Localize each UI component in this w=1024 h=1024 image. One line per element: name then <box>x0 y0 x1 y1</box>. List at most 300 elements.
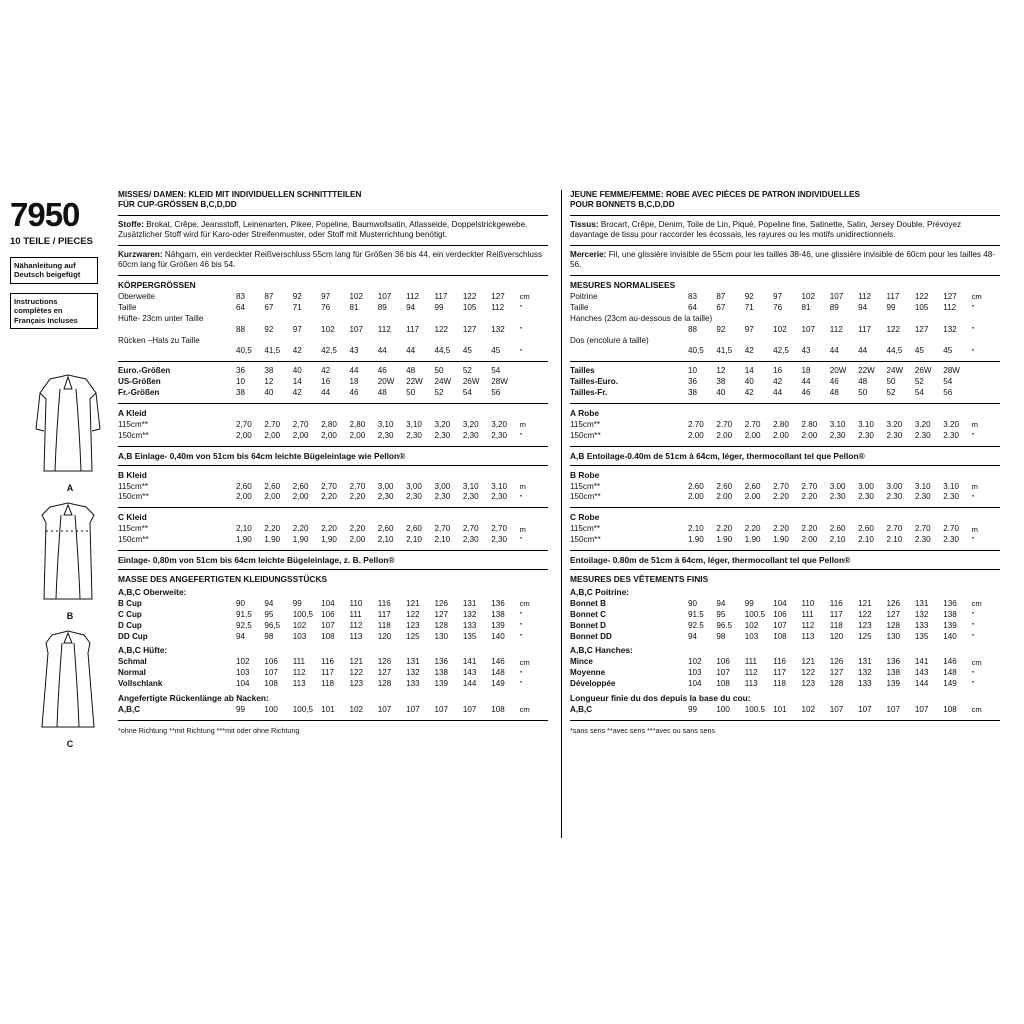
table-cell: 42,5 <box>773 346 789 356</box>
table-cell: 2,00 <box>292 492 309 502</box>
table-cell: 116 <box>773 657 786 667</box>
table-cell: 107 <box>406 705 420 715</box>
pattern-number: 7950 <box>10 196 80 233</box>
sketch-label-a: A <box>66 483 74 493</box>
table-cell: 45 <box>462 346 472 356</box>
table-cell: 94 <box>688 631 698 641</box>
table-row <box>118 366 548 377</box>
table-cell: 54 <box>462 388 472 397</box>
table-cell: 2.70 <box>886 524 903 534</box>
table-cell: 2.00 <box>716 492 733 502</box>
table-cell: 139 <box>886 679 901 689</box>
table-cell: 76 <box>321 302 331 312</box>
table-cell: 122 <box>406 609 420 619</box>
table-cell: 76 <box>773 302 783 312</box>
table-cell: 133 <box>406 679 420 689</box>
row-unit <box>972 366 1000 377</box>
table-cell: 2.10 <box>829 535 846 545</box>
table-row <box>118 420 548 431</box>
table-row <box>118 621 548 632</box>
table-row <box>570 336 1000 347</box>
table-cell: 2,10 <box>434 535 451 545</box>
german-body-measurements-table <box>118 292 548 357</box>
table-cell: 2,30 <box>491 430 507 440</box>
table-cell: 112 <box>349 620 363 630</box>
table-cell: 2.80 <box>773 419 789 429</box>
row-unit: " <box>519 610 523 620</box>
table-cell: 2.20 <box>716 524 733 534</box>
table-cell: 127 <box>462 324 477 334</box>
table-cell: 3,20 <box>434 419 451 429</box>
table-cell: 2.10 <box>688 524 704 534</box>
table-cell: 50 <box>886 377 896 387</box>
table-cell: 2,60 <box>406 524 422 534</box>
row-label: C Cup <box>118 609 142 619</box>
table-cell: 2,70 <box>349 481 366 491</box>
table-cell: 2,10 <box>377 535 394 545</box>
table-row <box>570 599 1000 610</box>
table-cell: 42 <box>292 388 302 397</box>
table-row <box>570 668 1000 679</box>
row-unit <box>520 314 548 325</box>
table-row <box>118 632 548 643</box>
row-label: Oberweite <box>118 292 155 302</box>
table-cell: 2,30 <box>377 430 394 440</box>
table-cell <box>406 336 434 347</box>
table-cell <box>463 314 491 325</box>
table-cell: 2.30 <box>829 430 846 440</box>
german-finished-back-table <box>118 705 548 716</box>
table-cell: 102 <box>744 620 759 630</box>
row-unit: " <box>971 431 975 441</box>
table-cell: 2.60 <box>744 481 761 491</box>
table-cell: 107 <box>773 620 787 630</box>
german-fabrics-text: Brokat, Crêpe, Jeansstoff, Leinenarten, Pikee, Popeline, Baumwollsatin, Atlasseide, Doppelstrickgewebe. Zusätzlicher Stoff wird für Karo-oder Streifenmuster, oder Stoff mit Musterrichtung benötigt. <box>118 219 528 240</box>
table-cell: 2,30 <box>406 492 422 502</box>
table-cell: 148 <box>491 668 505 678</box>
table-cell: 138 <box>434 668 449 678</box>
table-cell: 2.30 <box>886 492 903 502</box>
table-cell: 126 <box>829 657 844 667</box>
table-cell: 117 <box>858 324 872 334</box>
table-cell: 117 <box>377 609 391 619</box>
row-label: Hüfte- 23cm unter Taille <box>118 313 204 323</box>
table-cell <box>463 336 491 347</box>
table-cell: 107 <box>801 324 815 334</box>
table-cell: 44 <box>858 346 868 356</box>
table-cell: 113 <box>801 631 815 641</box>
table-cell: 67 <box>264 302 274 312</box>
table-cell: 117 <box>321 668 334 678</box>
row-unit: cm <box>971 657 982 667</box>
german-footnote: *ohne Richtung **mit Richtung ***mit oder ohne Richtung <box>118 725 300 735</box>
french-fabrics <box>570 220 1000 241</box>
divider <box>570 507 1000 508</box>
table-cell: 2,70 <box>321 481 337 491</box>
table-cell: 106 <box>321 609 335 619</box>
interfacing-note: Entoilage- 0.80m de 51cm à 64cm, léger, thermocollant tel que Pellon® <box>570 555 851 566</box>
row-label: 115cm** <box>118 524 148 534</box>
table-row <box>570 535 1000 546</box>
table-row <box>570 366 1000 377</box>
table-cell: 2.30 <box>886 430 903 440</box>
table-cell: 14 <box>744 366 754 376</box>
divider <box>118 720 548 721</box>
table-cell: 123 <box>858 620 872 630</box>
table-cell: 103 <box>744 631 759 641</box>
table-cell: 45 <box>491 346 501 356</box>
divider <box>118 569 548 570</box>
table-cell <box>915 336 943 347</box>
table-cell: 10 <box>688 366 698 376</box>
table-cell: 1,90 <box>236 535 252 545</box>
table-cell: 148 <box>943 668 957 678</box>
table-cell <box>887 336 915 347</box>
french-finished-back-table <box>570 705 1000 716</box>
table-cell: 3.10 <box>829 419 846 429</box>
table-cell: 122 <box>886 324 901 334</box>
table-cell: 105 <box>462 302 477 312</box>
divider <box>570 215 1000 216</box>
table-cell: 111 <box>801 609 814 619</box>
table-cell: 2,30 <box>462 535 479 545</box>
table-cell: 102 <box>292 620 307 630</box>
row-label: 115cm** <box>570 524 600 534</box>
table-cell: 112 <box>943 302 957 312</box>
table-cell: 136 <box>491 599 505 609</box>
table-cell: 108 <box>716 679 730 689</box>
table-cell: 144 <box>914 679 929 689</box>
table-row <box>570 524 1000 535</box>
table-cell: 90 <box>688 599 698 609</box>
table-cell: 44 <box>349 366 359 376</box>
table-cell: 96,5 <box>264 620 281 630</box>
table-cell: 81 <box>349 302 359 312</box>
german-instructions-note: Nähanleitung auf Deutsch beigefügt <box>10 257 98 284</box>
table-row <box>570 388 1000 399</box>
table-cell: 2,20 <box>321 492 337 502</box>
table-cell: 56 <box>491 388 501 397</box>
dress-c-illustration <box>20 629 116 733</box>
table-cell: 2.60 <box>829 524 846 534</box>
table-cell: 120 <box>829 631 844 641</box>
table-cell: 100 <box>264 705 278 715</box>
table-cell: 22W <box>406 377 423 387</box>
table-cell: 2,30 <box>377 492 394 502</box>
german-finished-back-label: Angefertigte Rückenlänge ab Nacken: <box>118 693 269 704</box>
yardage-table <box>118 482 548 504</box>
table-cell: 131 <box>462 599 477 609</box>
dress-b-illustration <box>20 501 116 605</box>
table-cell: 146 <box>943 657 957 667</box>
table-cell: 132 <box>858 668 872 678</box>
table-cell: 107 <box>462 705 477 715</box>
table-cell: 122 <box>801 668 815 678</box>
table-cell: 99 <box>236 705 246 715</box>
row-unit: " <box>519 303 523 313</box>
table-cell: 83 <box>236 292 246 302</box>
interfacing-note: A,B Einlage- 0,40m von 51cm bis 64cm leichte Bügeleinlage wie Pellon® <box>118 450 406 461</box>
table-row <box>118 524 548 535</box>
row-unit: cm <box>519 705 530 715</box>
table-cell: 117 <box>773 668 786 678</box>
table-cell: 2.20 <box>801 492 818 502</box>
table-cell <box>858 314 886 325</box>
table-cell: 2.30 <box>858 430 874 440</box>
table-cell: 52 <box>886 388 896 397</box>
table-cell: 1.90 <box>773 535 789 545</box>
table-cell: 2,80 <box>349 419 366 429</box>
row-label: Poitrine <box>570 292 598 302</box>
table-cell: 2,20 <box>292 524 309 534</box>
table-cell: 132 <box>914 609 929 619</box>
table-row <box>118 610 548 621</box>
table-cell: 2.20 <box>744 524 761 534</box>
table-cell: 132 <box>462 609 477 619</box>
table-cell: 1,90 <box>292 535 309 545</box>
german-sizes-body <box>118 366 548 399</box>
row-unit <box>972 377 1000 388</box>
table-cell: 130 <box>886 631 901 641</box>
row-label: Taille <box>118 302 137 312</box>
table-cell: 139 <box>491 620 505 630</box>
table-cell: 92,5 <box>236 620 252 630</box>
table-cell: 2.20 <box>773 524 789 534</box>
table-cell: 3,20 <box>491 419 507 429</box>
table-cell: 2,00 <box>349 430 366 440</box>
divider <box>570 361 1000 362</box>
table-cell: 2.00 <box>744 492 761 502</box>
table-cell: 131 <box>914 599 929 609</box>
table-cell: 2,70 <box>462 524 479 534</box>
table-cell <box>236 336 264 347</box>
table-cell <box>745 336 773 347</box>
table-cell <box>858 336 886 347</box>
table-cell: 111 <box>349 609 362 619</box>
table-cell: 46 <box>349 388 359 397</box>
table-cell: 108 <box>773 631 787 641</box>
row-label: Tailles-Euro. <box>570 377 618 387</box>
table-cell: 104 <box>688 679 702 689</box>
table-cell: 87 <box>716 292 726 302</box>
table-cell <box>349 314 377 325</box>
table-cell: 141 <box>914 657 929 667</box>
german-body-measurements-title: KÖRPERGRÖSSEN <box>118 280 196 291</box>
row-unit <box>972 336 1000 347</box>
table-cell: 1.90 <box>716 535 733 545</box>
table-cell: 118 <box>377 620 391 630</box>
table-cell: 3.10 <box>914 481 931 491</box>
table-cell: 92 <box>264 324 274 334</box>
table-cell: 106 <box>773 609 787 619</box>
table-cell <box>887 314 915 325</box>
table-cell: 112 <box>829 324 843 334</box>
row-label: 150cm** <box>118 430 149 440</box>
yardage-table <box>570 524 1000 546</box>
table-cell: 3.00 <box>886 481 903 491</box>
table-cell <box>716 314 744 325</box>
table-cell: 121 <box>801 657 815 667</box>
table-cell: 132 <box>406 668 420 678</box>
table-cell: 40 <box>716 388 726 397</box>
table-cell: 103 <box>236 668 250 678</box>
table-cell: 123 <box>406 620 420 630</box>
table-row <box>118 535 548 546</box>
table-cell: 20W <box>829 366 847 376</box>
row-label: Vollschlank <box>118 679 163 689</box>
table-cell: 3.10 <box>943 481 959 491</box>
table-cell: 42 <box>744 346 754 356</box>
table-cell: 95 <box>264 609 274 619</box>
table-cell: 117 <box>434 292 448 302</box>
french-finished-title: MESURES DES VÊTEMENTS FINIS <box>570 574 709 585</box>
table-cell: 46 <box>377 366 387 376</box>
table-cell: 12 <box>716 366 726 376</box>
table-cell: 116 <box>829 599 843 609</box>
table-cell: 127 <box>829 668 844 678</box>
divider <box>570 245 1000 246</box>
table-row <box>118 657 548 668</box>
table-cell: 127 <box>377 668 392 678</box>
divider <box>118 275 548 276</box>
table-cell <box>293 314 321 325</box>
table-cell: 2,20 <box>349 524 366 534</box>
french-body-measurements-title: MESURES NORMALISEES <box>570 280 676 291</box>
table-cell: 44 <box>377 346 387 356</box>
table-cell: 135 <box>462 631 477 641</box>
row-unit: m <box>519 481 526 491</box>
table-cell: 81 <box>801 302 811 312</box>
table-row <box>570 420 1000 431</box>
table-cell: 42 <box>744 388 754 397</box>
table-cell: 2.00 <box>801 535 818 545</box>
table-cell: 2.30 <box>943 492 959 502</box>
table-cell <box>830 314 858 325</box>
table-row <box>570 705 1000 716</box>
table-cell: 89 <box>829 302 839 312</box>
table-cell: 136 <box>434 657 449 667</box>
table-cell: 122 <box>914 292 929 302</box>
sketch-view-b <box>20 501 120 621</box>
table-cell: 110 <box>349 599 363 609</box>
table-cell: 136 <box>886 657 901 667</box>
table-cell: 2,60 <box>292 481 309 491</box>
table-cell: 2,30 <box>434 430 451 440</box>
table-row <box>118 599 548 610</box>
table-cell: 2.80 <box>801 419 818 429</box>
table-row <box>570 292 1000 303</box>
table-row <box>118 668 548 679</box>
table-cell: 2,00 <box>264 492 281 502</box>
table-row <box>570 621 1000 632</box>
table-cell: 112 <box>744 668 758 678</box>
table-cell: 139 <box>943 620 957 630</box>
row-label: Moyenne <box>570 668 606 678</box>
row-label <box>118 325 236 336</box>
table-cell: 102 <box>773 324 787 334</box>
table-cell: 48 <box>377 388 387 397</box>
table-cell: 2.70 <box>773 481 789 491</box>
table-cell: 3.20 <box>914 419 931 429</box>
table-cell: 112 <box>406 292 420 302</box>
divider <box>118 446 548 447</box>
table-cell: 127 <box>886 609 901 619</box>
table-cell: 38 <box>236 388 246 397</box>
table-cell: 107 <box>886 705 901 715</box>
table-cell: 2,00 <box>264 430 281 440</box>
table-cell: 94 <box>406 302 416 312</box>
page-content <box>8 178 1016 838</box>
table-cell: 2.00 <box>688 430 704 440</box>
table-row <box>118 303 548 314</box>
table-cell: 2.30 <box>914 492 931 502</box>
table-cell <box>435 336 463 347</box>
table-cell <box>435 314 463 325</box>
table-cell: 112 <box>491 302 505 312</box>
table-cell: 2,30 <box>491 492 507 502</box>
table-row <box>118 314 548 325</box>
table-cell <box>716 336 744 347</box>
table-cell: 98 <box>716 631 726 641</box>
table-cell: 107 <box>377 705 392 715</box>
table-cell: 91.5 <box>688 609 704 619</box>
row-unit: " <box>519 431 523 441</box>
table-cell: 118 <box>773 679 786 689</box>
table-cell: 71 <box>744 302 754 312</box>
table-cell: 3,10 <box>377 419 394 429</box>
german-finished-hip-body <box>118 657 548 690</box>
table-cell: 3,10 <box>462 481 479 491</box>
row-label: 150cm** <box>118 535 149 545</box>
piece-count: 10 TEILE / PIECES <box>10 236 93 247</box>
table-cell: 105 <box>914 302 929 312</box>
table-cell: 40,5 <box>236 346 252 356</box>
table-cell: 130 <box>434 631 449 641</box>
table-cell: 127 <box>491 292 505 302</box>
table-cell: 83 <box>688 292 698 302</box>
table-cell: 2.30 <box>943 535 959 545</box>
table-cell: 24W <box>434 377 452 387</box>
table-cell <box>236 314 264 325</box>
row-unit: " <box>971 679 975 689</box>
table-cell: 50 <box>406 388 416 397</box>
divider <box>570 569 1000 570</box>
french-finished-hip-body <box>570 657 1000 690</box>
french-fabrics-text: Brocart, Crêpe, Denim, Toile de Lin, Piqué, Popeline fine, Satinette, Satin, Jersey Double. Prévoyez davantage de tissu pour raccorder les écossais, les rayures ou les motifs unidirectionnels. <box>570 219 962 240</box>
table-cell: 140 <box>491 631 505 641</box>
table-cell: 2,80 <box>321 419 337 429</box>
table-row <box>570 632 1000 643</box>
table-cell: 44 <box>801 377 811 387</box>
table-cell: 3.20 <box>886 419 903 429</box>
table-cell: 102 <box>688 657 702 667</box>
table-cell: 46 <box>801 388 811 397</box>
table-cell: 54 <box>491 366 501 376</box>
table-cell: 102 <box>236 657 250 667</box>
french-finished-back-label: Longueur finie du dos depuis la base du cou: <box>570 693 751 704</box>
table-cell: 18 <box>801 366 811 376</box>
table-cell: 42 <box>773 377 783 387</box>
table-cell: 42 <box>321 366 331 376</box>
table-cell: 22W <box>858 366 875 376</box>
table-cell: 121 <box>406 599 420 609</box>
table-cell: 3.20 <box>943 419 959 429</box>
table-cell: 2,20 <box>349 492 366 502</box>
table-cell <box>293 336 321 347</box>
table-cell: 92 <box>744 292 754 302</box>
table-cell: 125 <box>406 631 420 641</box>
french-column <box>570 190 1000 735</box>
